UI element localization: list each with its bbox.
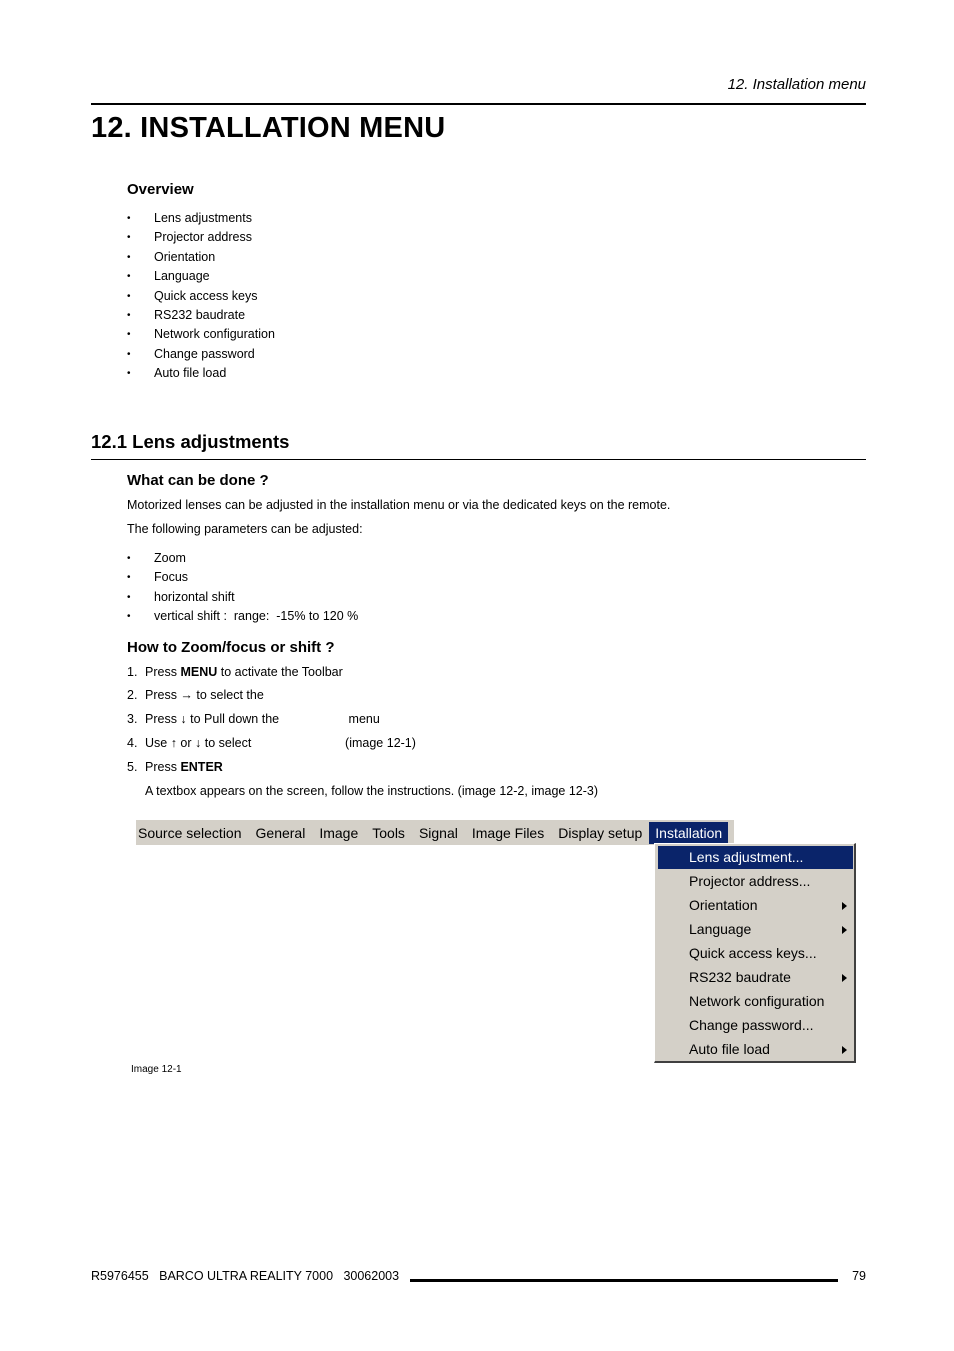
menu-toolbar (136, 820, 734, 845)
step-4: 4. Use ↑ or ↓ to select (image 12-1) (127, 736, 416, 750)
list-item: • Auto file load (127, 364, 275, 383)
menu-item-label: Quick access keys... (689, 945, 817, 961)
section-title: 12.1 Lens adjustments (91, 431, 290, 452)
menu-item-label: Lens adjustment... (689, 849, 804, 865)
toolbar-tools[interactable]: Tools (372, 824, 405, 841)
list-item: • Zoom (127, 549, 358, 568)
menu-item-label: RS232 baudrate (689, 969, 791, 985)
menu-item-projector-address[interactable] (658, 870, 853, 893)
menu-item-quick-access-keys[interactable] (658, 942, 853, 965)
toolbar-image-files[interactable]: Image Files (471, 824, 545, 841)
menu-item-label: Orientation (689, 897, 758, 913)
footer-document-id: R5976455 BARCO ULTRA REALITY 7000 30062003 (91, 1269, 400, 1283)
menu-item-orientation[interactable] (658, 894, 853, 917)
list-item: • Quick access keys (127, 287, 275, 306)
overview-list (127, 209, 275, 384)
header-rule (91, 103, 866, 105)
toolbar-installation[interactable]: Installation (649, 822, 728, 844)
menu-item-label: Change password... (689, 1017, 814, 1033)
menu-item-label: Projector address... (689, 873, 811, 889)
list-item: • Lens adjustments (127, 209, 275, 228)
menu-item-lens-adjustment[interactable] (658, 846, 853, 869)
section-rule (91, 459, 866, 460)
toolbar-source-selection[interactable]: Source selection (138, 824, 242, 841)
menu-item-network-configuration[interactable] (658, 990, 853, 1013)
menu-item-label: Language (689, 921, 752, 937)
list-item: • Projector address (127, 228, 275, 247)
list-item: • Focus (127, 568, 358, 587)
menu-item-label: Auto file load (689, 1041, 770, 1057)
paragraph-motorized: Motorized lenses can be adjusted in the installation menu or via the dedicated keys on the remote. (127, 498, 671, 512)
submenu-arrow-icon (842, 926, 847, 934)
list-item: • RS232 baudrate (127, 306, 275, 325)
step-5-note: A textbox appears on the screen, follow the instructions. (image 12-2, image 12-3) (145, 784, 599, 798)
submenu-arrow-icon (842, 974, 847, 982)
submenu-arrow-icon (842, 902, 847, 910)
list-item: • vertical shift : range: -15% to 120 % (127, 607, 358, 626)
paragraph-parameters: The following parameters can be adjusted: (127, 522, 363, 536)
list-item: • Change password (127, 345, 275, 364)
footer-rule (410, 1279, 838, 1282)
toolbar-general[interactable]: General (255, 824, 306, 841)
running-head: 12. Installation menu (727, 76, 866, 93)
menu-item-rs232-baudrate[interactable] (658, 966, 853, 989)
list-item: • Orientation (127, 248, 275, 267)
toolbar-signal[interactable]: Signal (418, 824, 458, 841)
how-heading: How to Zoom/focus or shift ? (127, 639, 335, 656)
page-number: 79 (852, 1269, 866, 1283)
step-3: 3. Press ↓ to Pull down the menu (127, 712, 380, 726)
figure-caption: Image 12-1 (131, 1064, 182, 1075)
menu-item-language[interactable] (658, 918, 853, 941)
step-5: 5. Press ENTER (127, 760, 223, 774)
step-2: 2. Press → to select the (127, 688, 264, 702)
parameter-list (127, 549, 358, 627)
toolbar-image[interactable]: Image (319, 824, 359, 841)
submenu-arrow-icon (842, 1046, 847, 1054)
installation-dropdown (654, 843, 856, 1063)
menu-item-label: Network configuration (689, 993, 825, 1009)
overview-heading: Overview (127, 181, 194, 198)
list-item: • Network configuration (127, 325, 275, 344)
chapter-title: 12. INSTALLATION MENU (91, 112, 446, 144)
menu-item-auto-file-load[interactable] (658, 1038, 853, 1061)
toolbar-display-setup[interactable]: Display setup (558, 824, 643, 841)
list-item: • Language (127, 267, 275, 286)
list-item: • horizontal shift (127, 588, 358, 607)
what-heading: What can be done ? (127, 472, 269, 489)
menu-item-change-password[interactable] (658, 1014, 853, 1037)
step-1: 1. Press MENU to activate the Toolbar (127, 665, 343, 679)
